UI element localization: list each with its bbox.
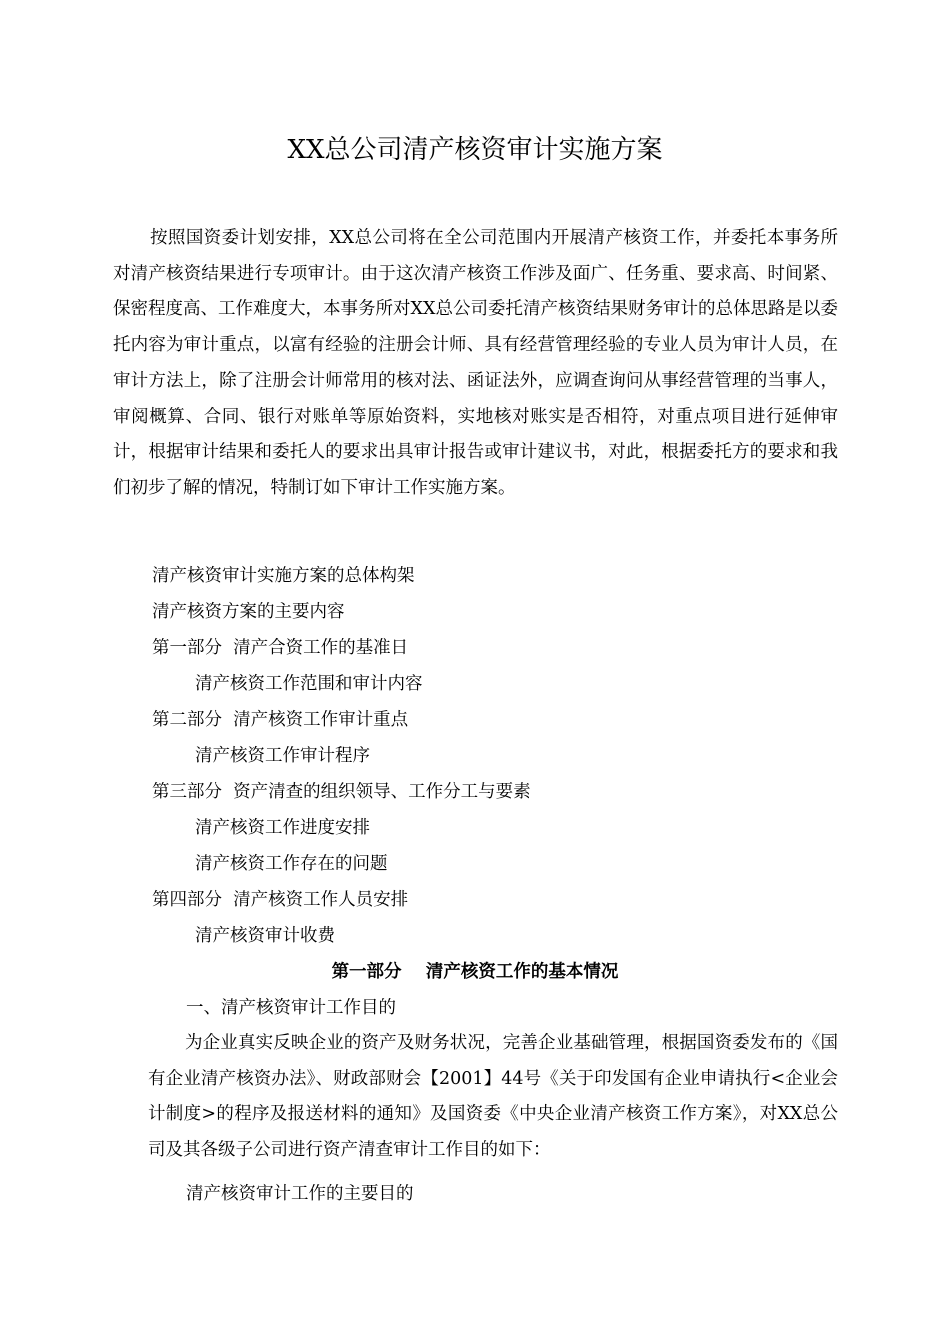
section-heading: 第一部分 清产核资工作的基本情况 [331,962,619,982]
outline-item: 第一部分 清产合资工作的基准日 [152,638,409,658]
outline-item: 第二部分 清产核资工作审计重点 [152,710,409,730]
outline-item: 第四部分 清产核资工作人员安排 [152,890,409,910]
outline-item: 清产核资审计收费 [195,926,335,946]
outline-item: 第三部分 资产清查的组织领导、工作分工与要素 [152,782,531,802]
outline-item: 清产核资工作进度安排 [195,818,370,838]
subsection-heading: 一、清产核资审计工作目的 [186,998,396,1018]
outline-item: 清产核资方案的主要内容 [152,602,345,622]
closing-line: 清产核资审计工作的主要目的 [186,1184,414,1204]
section-paragraph: 为企业真实反映企业的资产及财务状况，完善企业基础管理，根据国资委发布的《国有企业清产核资办法》、财政部财会【2001】44号《关于印发国有企业申请执行<企业会计制度>的程序及报送材料的通知》及国资委《中央企业清产核资工作方案》，对XX总公司及其各级子公司进行资产清查审计工作目的如下： [148,1033,838,1161]
intro-paragraph: 按照国资委计划安排，XX总公司将在全公司范围内开展清产核资工作，并委托本事务所对清产核资结果进行专项审计。由于这次清产核资工作涉及面广、任务重、要求高、时间紧、保密程度高、工作难度大，本事务所对XX总公司委托清产核资结果财务审计的总体思路是以委托内容为审计重点，以富有经验的注册会计师、具有经营管理经验的专业人员为审计人员，在审计方法上，除了注册会计师常用的核对法、函证法外，应调查询问从事经营管理的当事人，审阅概算、合同、银行对账单等原始资料，实地核对账实是否相符，对重点项目进行延伸审计，根据审计结果和委托人的要求出具审计报告或审计建议书，对此，根据委托方的要求和我们初步了解的情况，特制订如下审计工作实施方案。 [113,228,838,498]
outline-item: 清产核资工作存在的问题 [195,854,388,874]
document-title: XX总公司清产核资审计实施方案 [287,135,663,165]
outline-item: 清产核资工作范围和审计内容 [195,674,423,694]
outline-item: 清产核资审计实施方案的总体构架 [152,566,415,586]
outline-item: 清产核资工作审计程序 [195,746,370,766]
